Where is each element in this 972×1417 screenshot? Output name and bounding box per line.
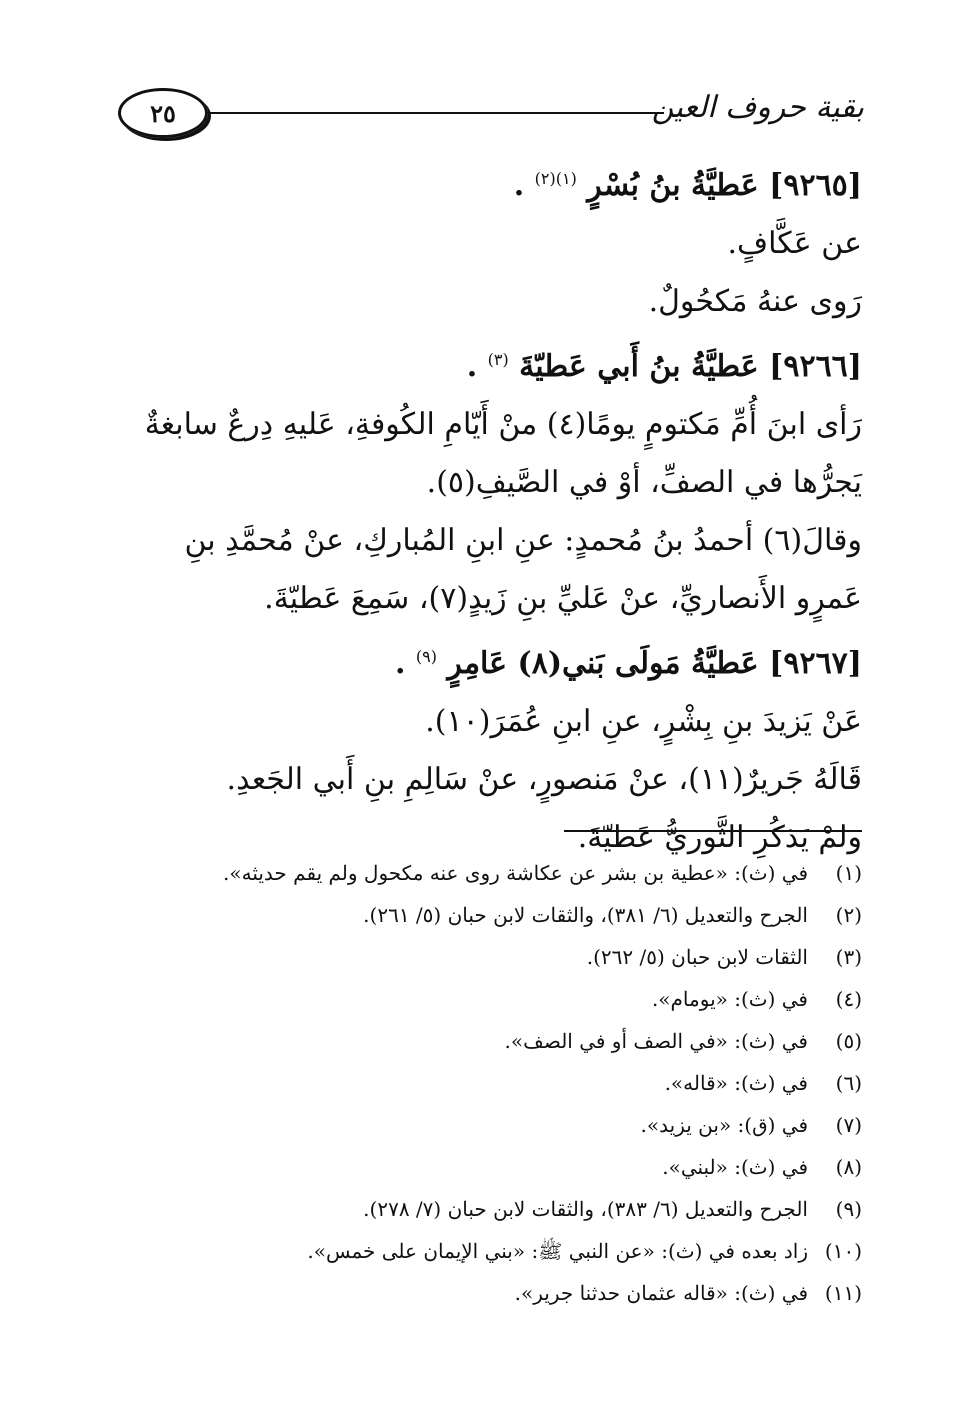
running-title: بقية حروف العين bbox=[651, 90, 864, 125]
entry-number: [٩٢٦٧] bbox=[769, 646, 862, 681]
footnote-text: الجرح والتعديل (٦/ ٣٨٣)، والثقات لابن حبان (٧/ ٢٧٨). bbox=[363, 1197, 808, 1221]
footnote-number: (٣) bbox=[835, 945, 862, 969]
footnote bbox=[110, 978, 862, 1020]
footnote-number: (٧) bbox=[835, 1113, 862, 1137]
footnote-number: (٢) bbox=[835, 903, 862, 927]
page-number: ٢٥ bbox=[150, 98, 176, 128]
footnote bbox=[110, 1146, 862, 1188]
footnote-text: في (ث): «قاله». bbox=[664, 1071, 808, 1095]
main-text bbox=[110, 150, 862, 867]
footnote-text: الثقات لابن حبان (٥/ ٢٦٢). bbox=[586, 945, 808, 969]
paragraph: وقالَ(٦) أحمدُ بنُ مُحمدٍ: عنِ ابنِ المُباركِ، عنْ مُحمَّدِ بنِ عَمرٍو الأَنصاريِّ، عنْ عَليِّ بنِ زَيدٍ(٧)، سَمِعَ عَطيّةَ. bbox=[184, 523, 862, 616]
footnote-number: (٥) bbox=[835, 1029, 862, 1053]
entry-refs: (٩) bbox=[415, 647, 437, 666]
footnote bbox=[110, 894, 862, 936]
footnote bbox=[110, 1272, 862, 1314]
paragraph: ولمْ يَذكُرِ الثَّوريُّ عَطيّةَ. bbox=[577, 820, 862, 855]
footnote bbox=[110, 1104, 862, 1146]
footnote-text: في (ث): «في الصف أو في الصف». bbox=[504, 1029, 808, 1053]
page-number-badge bbox=[118, 88, 208, 138]
footnote-text: في (ث): «قاله عثمان حدثنا جرير». bbox=[514, 1281, 808, 1305]
paragraph: رَوى عنهُ مَكحُولٌ. bbox=[648, 284, 862, 319]
entry-end: . bbox=[394, 646, 406, 681]
footnote bbox=[110, 1230, 862, 1272]
footnote-text: في (ق): «بن يزيد». bbox=[640, 1113, 808, 1137]
paragraph: عَنْ يَزيدَ بنِ بِشْرٍ، عنِ ابنِ عُمَرَ(١٠). bbox=[425, 704, 862, 739]
entry-end: . bbox=[466, 349, 478, 384]
footnote-separator bbox=[564, 830, 862, 832]
entry-name: عَطيَّةُ مَولَى بَني(٨) عَامِرٍ bbox=[447, 646, 759, 681]
entry-heading bbox=[110, 628, 862, 693]
footnote-number: (٦) bbox=[835, 1071, 862, 1095]
footnote bbox=[110, 1062, 862, 1104]
entry-name: عَطيَّةُ بنُ أَبي عَطيّةَ bbox=[519, 349, 759, 384]
footnote-number: (٨) bbox=[835, 1155, 862, 1179]
footnote-text: زاد بعده في (ث): «عن النبي ﷺ: «بني الإيمان على خمس». bbox=[307, 1239, 808, 1263]
page-header bbox=[118, 88, 864, 144]
header-rule bbox=[208, 112, 664, 114]
entry-heading bbox=[110, 150, 862, 215]
footnote bbox=[110, 1188, 862, 1230]
footnote-text: في (ث): «يومام». bbox=[651, 987, 808, 1011]
footnote-number: (١) bbox=[835, 861, 862, 885]
paragraph: رَأى ابنَ أُمِّ مَكتومٍ يومًا(٤) منْ أَيّامِ الكُوفةِ، عَليهِ دِرعٌ سابغةٌ يَجرُّها في الصفِّ، أوْ في الصَّيفِ(٥). bbox=[144, 407, 862, 500]
footnote-number: (٩) bbox=[835, 1197, 862, 1221]
footnote-text: الجرح والتعديل (٦/ ٣٨١)، والثقات لابن حبان (٥/ ٢٦١). bbox=[363, 903, 808, 927]
footnote bbox=[110, 1020, 862, 1062]
footnote-number: (٤) bbox=[835, 987, 862, 1011]
footnote-number: (١٠) bbox=[824, 1239, 862, 1263]
entry-refs: (١)(٢) bbox=[534, 169, 577, 188]
entry-name: عَطيَّةُ بنُ بُسْرٍ bbox=[587, 168, 759, 203]
entry-end: . bbox=[513, 168, 525, 203]
footnote-text: في (ث): «عطية بن بشر عن عكاشة روى عنه مكحول ولم يقم حديثه». bbox=[223, 861, 808, 885]
entry-number: [٩٢٦٥] bbox=[769, 168, 862, 203]
paragraph: قَالَهُ جَريرٌ(١١)، عنْ مَنصورٍ، عنْ سَالِمِ بنِ أَبي الجَعدِ. bbox=[226, 762, 862, 797]
footnote bbox=[110, 852, 862, 894]
footnote bbox=[110, 936, 862, 978]
entry-number: [٩٢٦٦] bbox=[769, 349, 862, 384]
paragraph: عن عَكَّافٍ. bbox=[727, 226, 862, 261]
entry-refs: (٣) bbox=[487, 350, 509, 369]
footnotes bbox=[110, 852, 862, 1314]
footnote-number: (١١) bbox=[824, 1281, 862, 1305]
entry-heading bbox=[110, 331, 862, 396]
footnote-text: في (ث): «لبني». bbox=[662, 1155, 808, 1179]
